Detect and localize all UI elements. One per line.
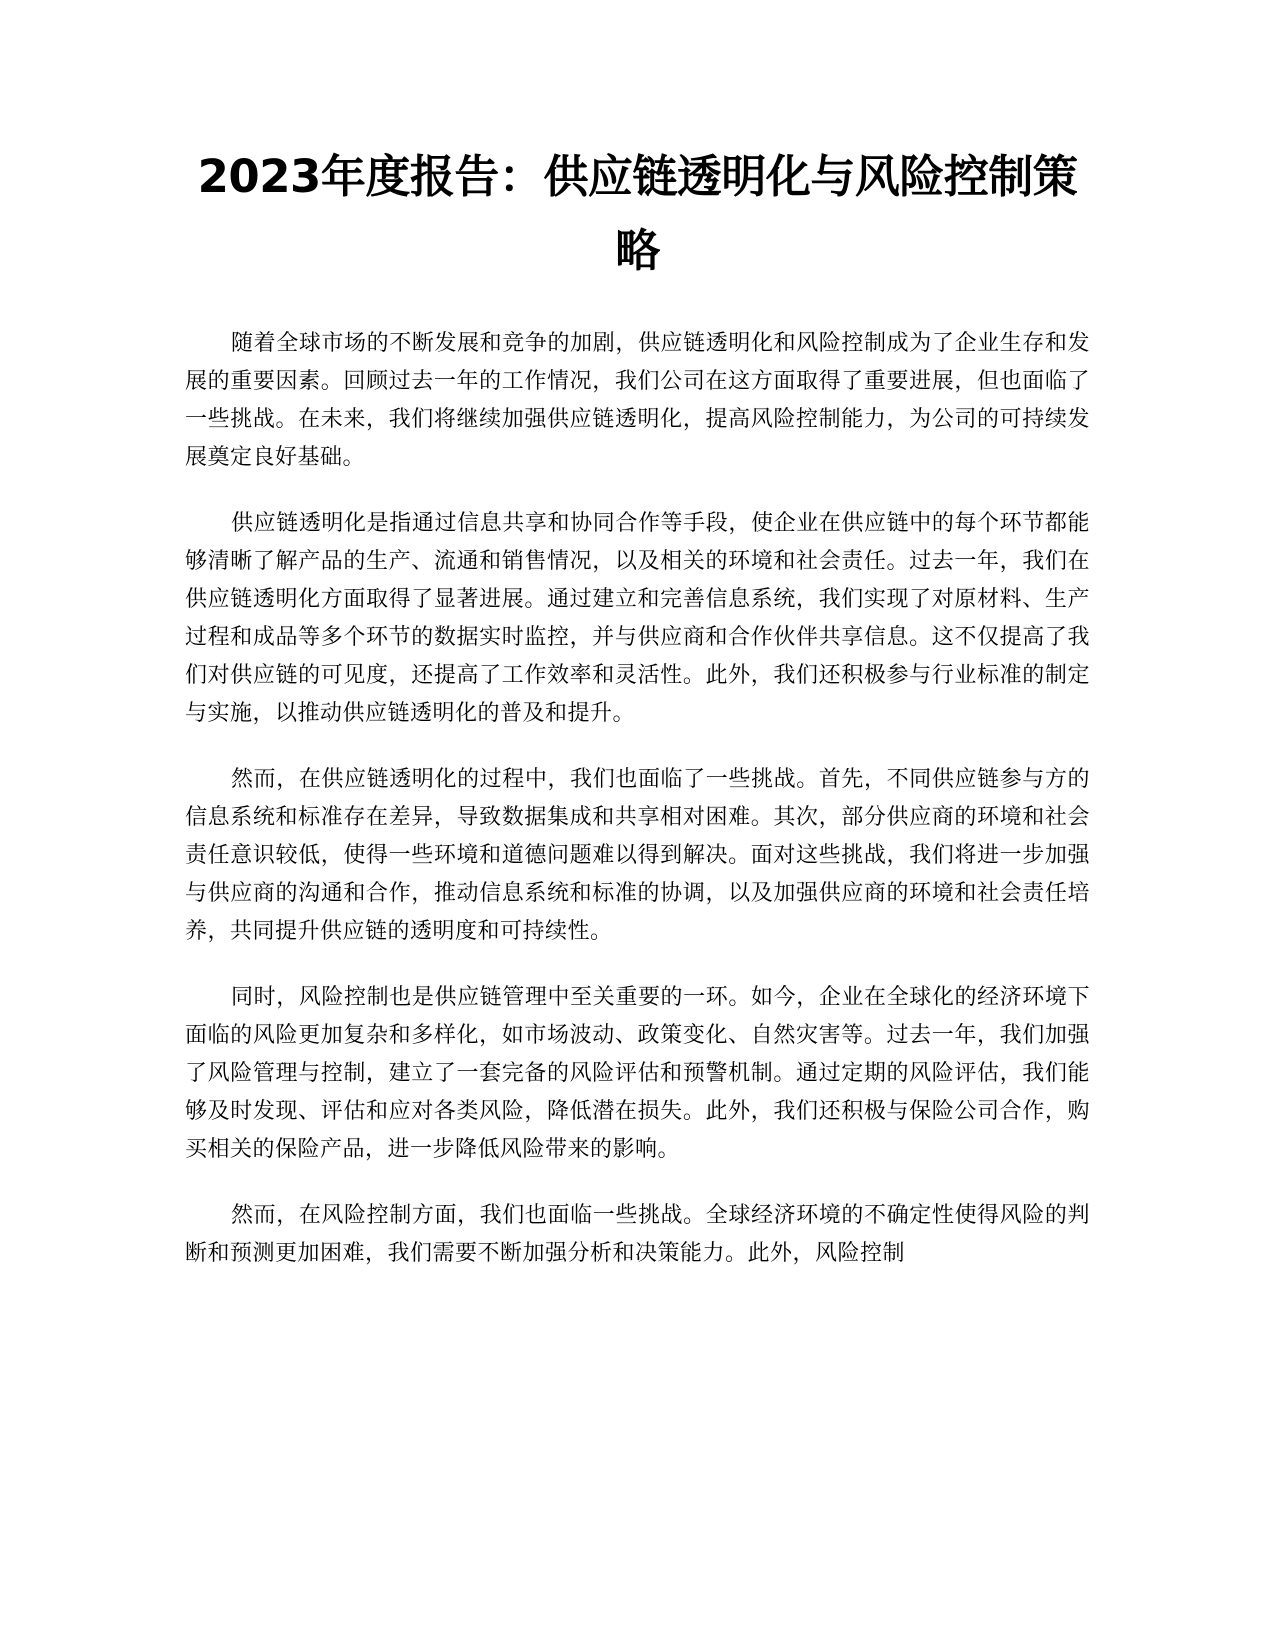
paragraph-risk-challenges: 然而，在风险控制方面，我们也面临一些挑战。全球经济环境的不确定性使得风险的判断和预测更加困难，我们需要不断加强分析和决策能力。此外，风险控制 xyxy=(185,1203,1090,1266)
paragraph-risk-control: 同时，风险控制也是供应链管理中至关重要的一环。如今，企业在全球化的经济环境下面临的风险更加复杂和多样化，如市场波动、政策变化、自然灾害等。过去一年，我们加强了风险管理与控制，建立了一套完备的风险评估和预警机制。通过定期的风险评估，我们能够及时发现、评估和应对各类风险，降低潜在损失。此外，我们还积极与保险公司合作，购买相关的保险产品，进一步降低风险带来的影响。 xyxy=(185,985,1090,1162)
document-body xyxy=(185,325,1090,1301)
page-title: 2023年度报告：供应链透明化与风险控制策略 xyxy=(197,150,1078,277)
paragraph-transparency-challenges: 然而，在供应链透明化的过程中，我们也面临了一些挑战。首先，不同供应链参与方的信息系统和标准存在差异，导致数据集成和共享相对困难。其次，部分供应商的环境和社会责任意识较低，使得一些环境和道德问题难以得到解决。面对这些挑战，我们将进一步加强与供应商的沟通和合作，推动信息系统和标准的协调，以及加强供应商的环境和社会责任培养，共同提升供应链的透明度和可持续性。 xyxy=(185,767,1090,944)
paragraph-intro: 随着全球市场的不断发展和竞争的加剧，供应链透明化和风险控制成为了企业生存和发展的重要因素。回顾过去一年的工作情况，我们公司在这方面取得了重要进展，但也面临了一些挑战。在未来，我们将继续加强供应链透明化，提高风险控制能力，为公司的可持续发展奠定良好基础。 xyxy=(185,331,1090,470)
paragraph-transparency: 供应链透明化是指通过信息共享和协同合作等手段，使企业在供应链中的每个环节都能够清晰了解产品的生产、流通和销售情况，以及相关的环境和社会责任。过去一年，我们在供应链透明化方面取得了显著进展。通过建立和完善信息系统，我们实现了对原材料、生产过程和成品等多个环节的数据实时监控，并与供应商和合作伙伴共享信息。这不仅提高了我们对供应链的可见度，还提高了工作效率和灵活性。此外，我们还积极参与行业标准的制定与实施，以推动供应链透明化的普及和提升。 xyxy=(185,511,1090,726)
